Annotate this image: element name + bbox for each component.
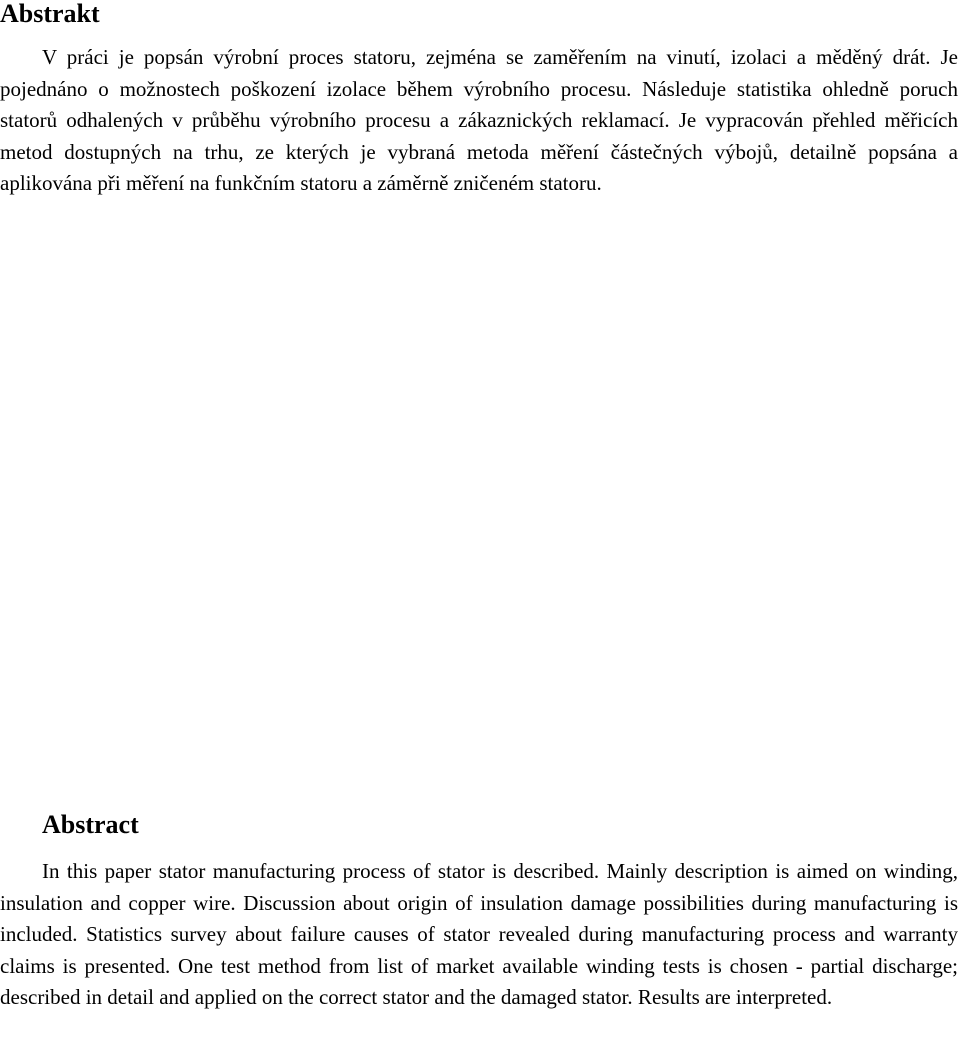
english-abstract-section [0,810,958,1014]
english-abstract-heading: Abstract [42,810,139,839]
czech-abstract-heading: Abstrakt [0,0,100,28]
czech-abstract-paragraph: V práci je popsán výrobní proces statoru, zejména se zaměřením na vinutí, izolaci a měděný drát. Je pojednáno o možnostech poškození izolace během výrobního procesu. Následuje statistika ohledně poruch statorů odhalených v průběhu výrobního procesu a zákaznických reklamací. Je vypracován přehled měřicích metod dostupných na trhu, ze kterých je vybraná metoda měření částečných výbojů, detailně popsána a aplikována při měření na funkčním statoru a záměrně zničeném statoru. [0,45,958,196]
english-abstract-paragraph: In this paper stator manufacturing process of stator is described. Mainly description is aimed on winding, insulation and copper wire. Discussion about origin of insulation damage possibilities during manufacturing is included. Statistics survey about failure causes of stator revealed during manufacturing process and warranty claims is presented. One test method from list of market available winding tests is chosen - partial discharge; described in detail and applied on the correct stator and the damaged stator. Results are interpreted. [0,859,958,1010]
czech-abstract-section [0,0,958,200]
